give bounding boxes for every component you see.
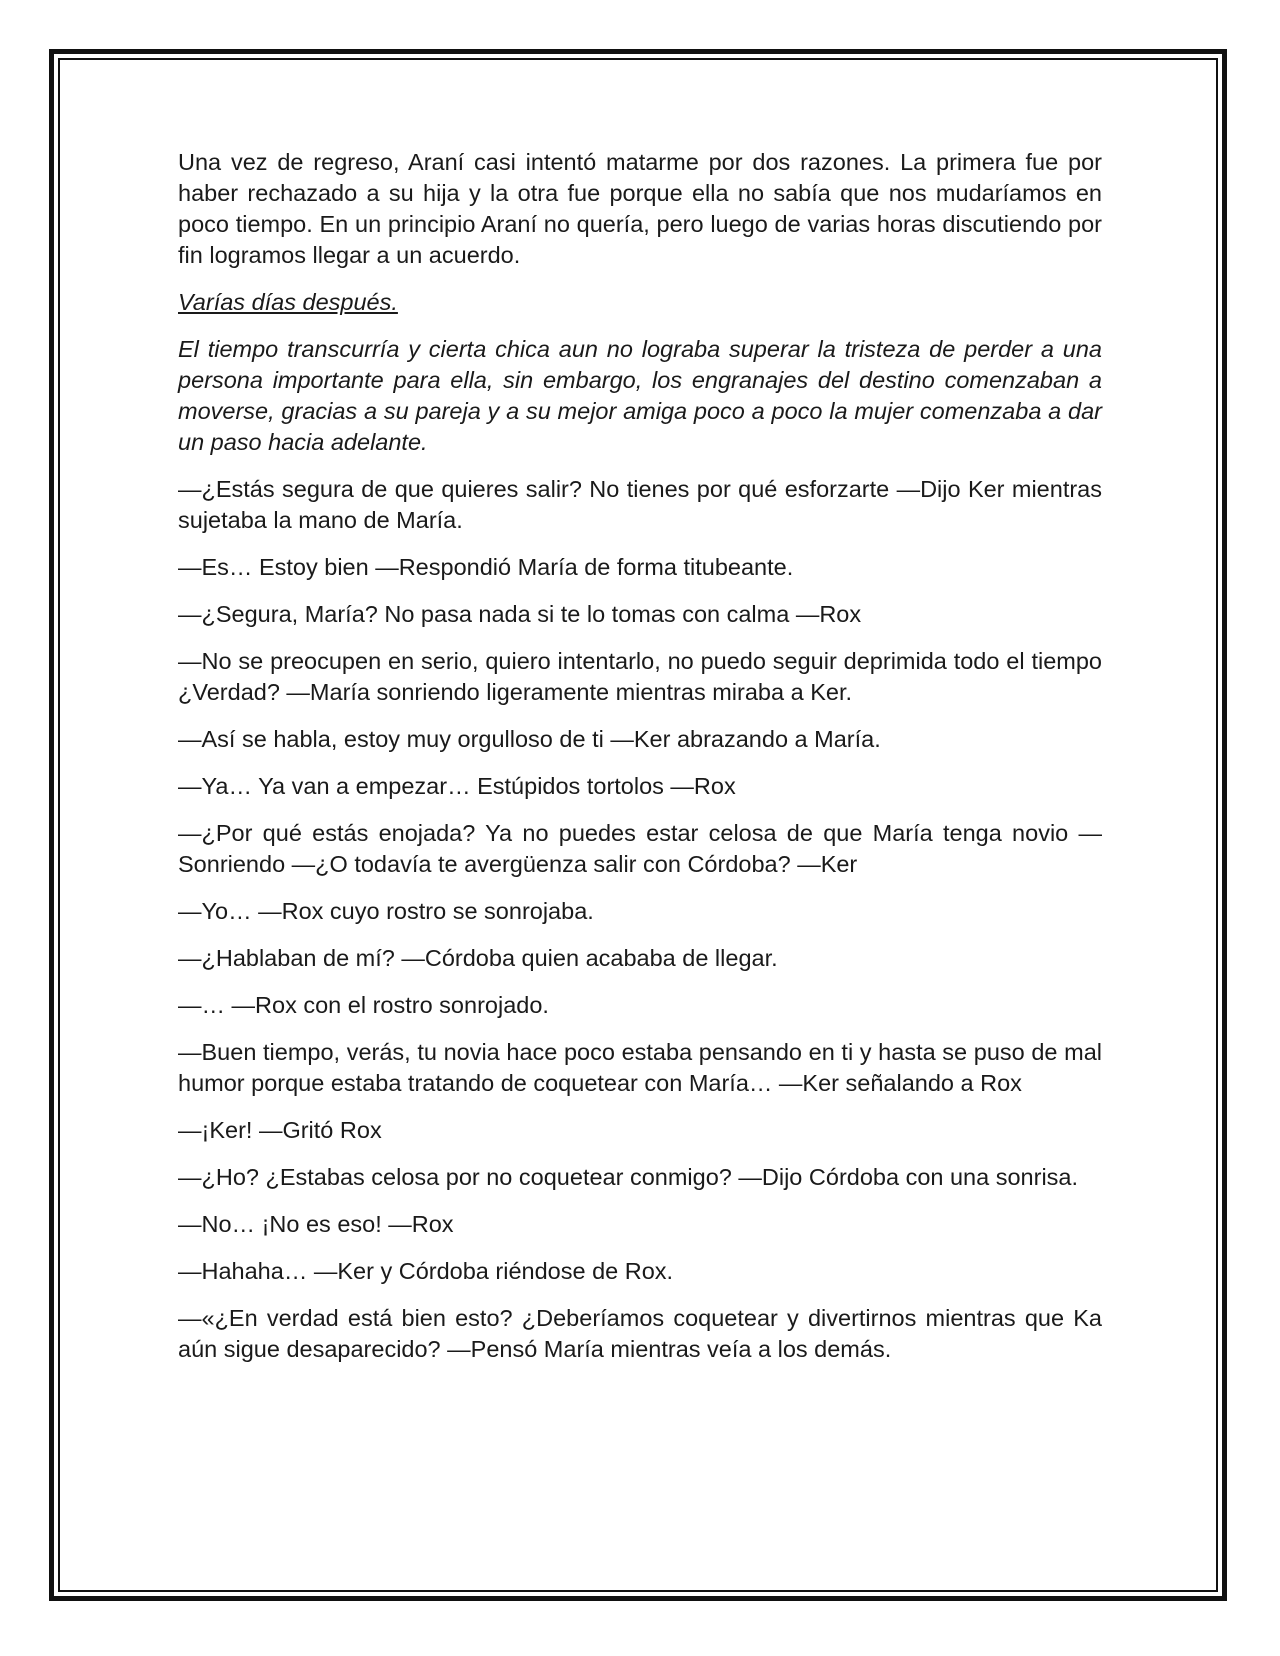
- dialogue-line: —¿Estás segura de que quieres salir? No tienes por qué esforzarte —Dijo Ker mientras sujetaba la mano de María.: [178, 476, 1102, 533]
- dialogue-line: —¿Ho? ¿Estabas celosa por no coquetear conmigo? —Dijo Córdoba con una sonrisa.: [178, 1164, 1079, 1190]
- dialogue-line: —No… ¡No es eso! —Rox: [178, 1211, 454, 1237]
- dialogue-line: —Buen tiempo, verás, tu novia hace poco estaba pensando en ti y hasta se puso de mal humor porque estaba tratando de coquetear con María… —Ker señalando a Rox: [178, 1039, 1102, 1096]
- dialogue-line: —Así se habla, estoy muy orgulloso de ti —Ker abrazando a María.: [178, 726, 881, 752]
- paragraph-narration: El tiempo transcurría y cierta chica aun no lograba superar la tristeza de perder a una persona importante para ella, sin embargo, los engranajes del destino comenzaban a moverse, gracias a su pareja y a su mejor amiga poco a poco la mujer comenzaba a dar un paso hacia adelante.: [178, 336, 1102, 455]
- dialogue-line: —Es… Estoy bien —Respondió María de forma titubeante.: [178, 554, 794, 580]
- paragraph-intro: Una vez de regreso, Araní casi intentó matarme por dos razones. La primera fue por haber rechazado a su hija y la otra fue porque ella no sabía que nos mudaríamos en poco tiempo. En un principio Araní no quería, pero luego de varias horas discutiendo por fin logramos llegar a un acuerdo.: [178, 149, 1102, 268]
- dialogue-line: —¡Ker! —Gritó Rox: [178, 1117, 382, 1143]
- dialogue-line: —No se preocupen en serio, quiero intentarlo, no puedo seguir deprimida todo el tiempo ¿Verdad? —María sonriendo ligeramente mientras miraba a Ker.: [178, 648, 1102, 705]
- dialogue-line: —Ya… Ya van a empezar… Estúpidos tortolos —Rox: [178, 773, 736, 799]
- document-body: [178, 147, 1102, 1381]
- dialogue-line: —¿Por qué estás enojada? Ya no puedes estar celosa de que María tenga novio —Sonriendo —¿O todavía te avergüenza salir con Córdoba? —Ker: [178, 820, 1102, 877]
- dialogue-line: —¿Hablaban de mí? —Córdoba quien acababa de llegar.: [178, 945, 778, 971]
- dialogue-line: —Hahaha… —Ker y Córdoba riéndose de Rox.: [178, 1258, 674, 1284]
- dialogue-line: —¿Segura, María? No pasa nada si te lo tomas con calma —Rox: [178, 601, 862, 627]
- section-heading: Varías días después.: [178, 289, 398, 315]
- dialogue-line: —Yo… —Rox cuyo rostro se sonrojaba.: [178, 898, 594, 924]
- dialogue-line: —«¿En verdad está bien esto? ¿Deberíamos coquetear y divertirnos mientras que Ka aún sigue desaparecido? —Pensó María mientras veía a los demás.: [178, 1305, 1102, 1362]
- dialogue-line: —… —Rox con el rostro sonrojado.: [178, 992, 549, 1018]
